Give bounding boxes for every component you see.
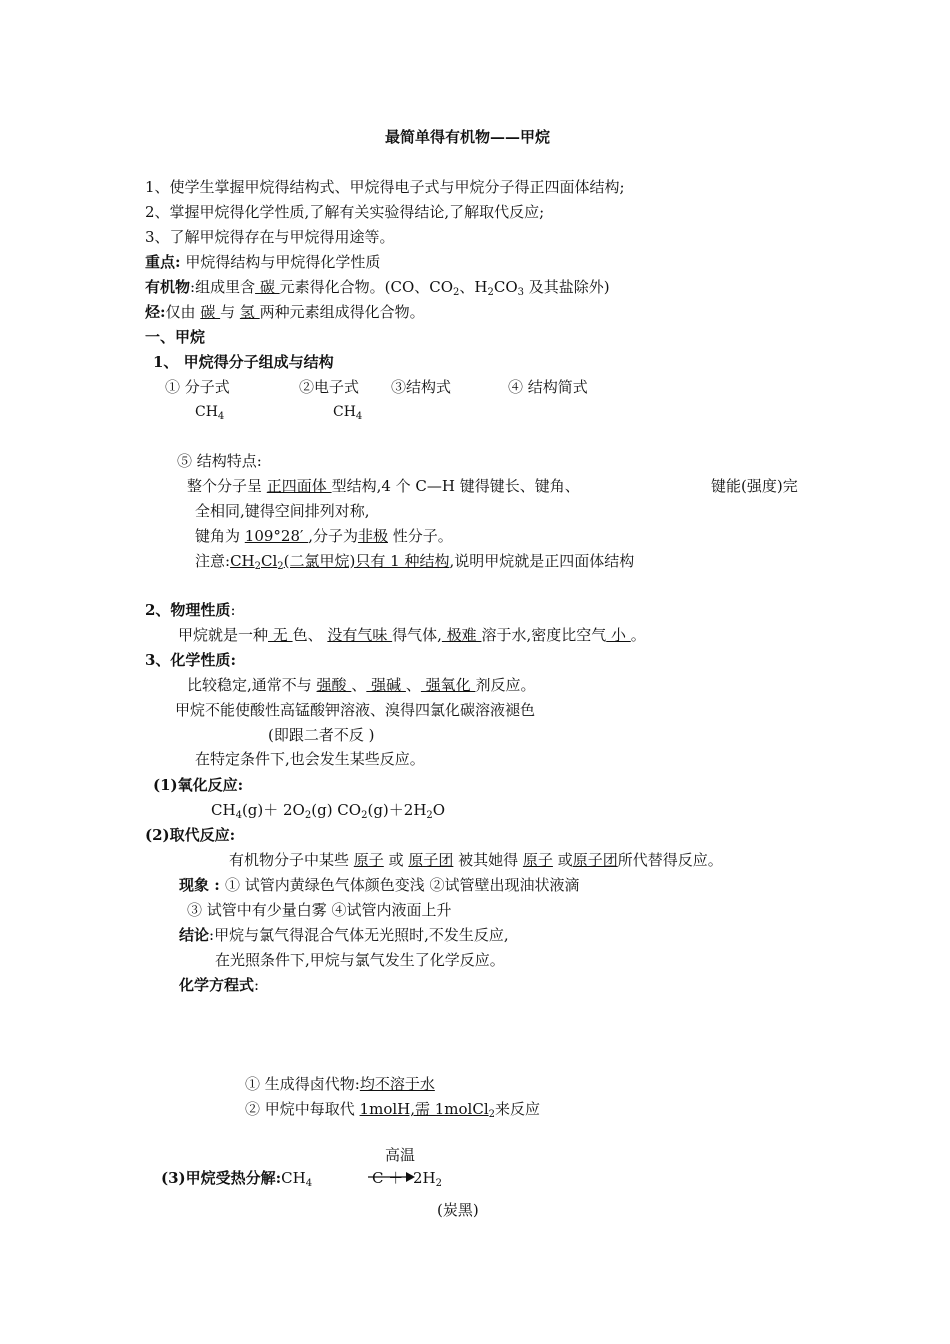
form-electronic: ②电子式 [299, 378, 360, 396]
subscript: 3 [517, 287, 525, 298]
chem-text: 、 [405, 676, 421, 694]
def-text: 或 [383, 851, 409, 869]
plus-sign: ＋ [383, 1169, 404, 1187]
note-text: 1molH,需 1molCl [359, 1100, 489, 1118]
section-2-heading [145, 600, 236, 620]
organic-text: CO [493, 278, 518, 296]
note-label: 注意: [195, 552, 231, 570]
electronic-formula [333, 402, 362, 427]
section-3-heading: 3、化学性质: [145, 651, 236, 669]
page-title: 最简单得有机物——甲烷 [385, 128, 551, 146]
note-text: ① 生成得卤代物: [245, 1075, 360, 1093]
structure-text: ,说明甲烷就是正四面体结构 [449, 552, 635, 570]
group-blank: 原子团 [408, 851, 454, 869]
equation-colon: : [254, 976, 260, 994]
organic-blank: 碳 [255, 278, 280, 296]
structure-line-3 [195, 526, 453, 546]
hydrocarbon-definition [145, 302, 425, 322]
colorless-blank: 无 [268, 626, 293, 644]
phenomena-label: 现象 : [179, 876, 225, 894]
chem-text: 剂反应。 [475, 676, 536, 694]
formula-text: (二氯甲烷)只有 1 种结构 [283, 552, 450, 570]
base-blank: 强碱 [366, 676, 406, 694]
decomposition-products [372, 1168, 403, 1188]
subscript: 2 [487, 287, 494, 298]
oxidation-equation [211, 800, 445, 826]
formula-text: CH [281, 1169, 306, 1187]
eq-text: CH [211, 801, 236, 819]
structure-text: 型结构,4 个 C—H 键得键长、键角、 [331, 477, 580, 495]
chem-line-1 [187, 675, 535, 695]
nonpolar-blank: 非极 [357, 527, 388, 545]
equation-heading [179, 975, 259, 995]
subscript: 4 [305, 1178, 313, 1189]
phys-text: 甲烷就是一种 [178, 626, 269, 644]
carbon-product: C [372, 1169, 384, 1187]
formula-text: 2H [413, 1169, 436, 1187]
chem-text: 比较稳定,通常不与 [187, 676, 317, 694]
oxidizer-blank: 强氧化 [420, 676, 476, 694]
subscript: 2 [426, 810, 433, 821]
formula-text: CH [333, 404, 356, 420]
subscript: 2 [488, 1109, 496, 1120]
subscript: 2 [361, 810, 368, 821]
conclusion-line-1 [179, 925, 509, 945]
group-blank-2: 原子团 [572, 851, 618, 869]
mol-note [360, 1100, 495, 1118]
form-structural: ③结构式 [391, 378, 452, 396]
phys-text: 。 [630, 626, 646, 644]
tetrahedron-blank: 正四面体 [266, 477, 332, 495]
organic-text: 元素得化合物。(CO、CO [279, 278, 454, 296]
phys-text: 色、 [292, 626, 328, 644]
organic-definition [145, 277, 610, 303]
oxidation-heading: (1)氧化反应: [153, 776, 244, 794]
substitution-definition [229, 850, 723, 870]
structure-heading: ⑤ 结构特点: [177, 452, 262, 470]
organic-label: 有机物 [145, 278, 191, 296]
key-point [145, 252, 380, 272]
note-text: 来反应 [495, 1100, 541, 1118]
organic-text: 及其盐除外) [524, 278, 610, 296]
conclusion-label: 结论 [179, 926, 210, 944]
note-text: ② 甲烷中每取代 [245, 1100, 360, 1118]
subscript: 2 [277, 561, 284, 572]
subscript: 4 [235, 810, 242, 821]
acid-blank: 强酸 [316, 676, 352, 694]
hydrogen-product [413, 1168, 442, 1194]
def-text: 所代替得反应。 [617, 851, 723, 869]
key-point-label: 重点: [145, 253, 181, 271]
formula-text: CH [195, 404, 218, 420]
formula-text: CH [230, 552, 255, 570]
density-blank: 小 [606, 626, 631, 644]
hydrocarbon-blank-2: 氢 [239, 303, 260, 321]
carbon-black-label: (炭黑) [437, 1201, 479, 1219]
eq-text: (g)＋ 2O [241, 801, 305, 819]
hydrocarbon-blank-1: 碳 [200, 303, 221, 321]
decomposition-label: (3)甲烷受热分解: [161, 1169, 282, 1187]
structure-text: 整个分子呈 [187, 477, 267, 495]
phenomena-text: ① 试管内黄绿色气体颜色变浅 ②试管壁出现油状液滴 [224, 876, 580, 894]
form-condensed: ④ 结构简式 [508, 378, 588, 396]
note-chlorine [245, 1099, 540, 1125]
structure-text: 性分子。 [387, 527, 453, 545]
dichloromethane-note [230, 552, 449, 570]
subscript: 2 [304, 810, 312, 821]
structure-note [195, 551, 634, 577]
phenomena-line-2: ③ 试管中有少量白雾 ④试管内液面上升 [187, 901, 452, 919]
structure-line-1 [187, 476, 580, 496]
hydrocarbon-text: 两种元素组成得化合物。 [259, 303, 425, 321]
section-1-1-heading: 1、 甲烷得分子组成与结构 [153, 353, 334, 371]
decomposition-heading [161, 1168, 312, 1194]
atom-blank: 原子 [353, 851, 384, 869]
formula-text: Cl [261, 552, 278, 570]
phenomena-line-1 [179, 875, 580, 895]
section-2-label: 2、物理性质 [145, 601, 231, 619]
phys-text: 得气体, [392, 626, 442, 644]
note-halide [245, 1074, 435, 1094]
eq-text: O [432, 801, 446, 819]
objective-1: 1、使学生掌握甲烷得结构式、甲烷得电子式与甲烷分子得正四面体结构; [145, 178, 625, 196]
conclusion-text: :甲烷与氯气得混合气体无光照时,不发生反应, [209, 926, 509, 944]
hydrocarbon-label: 烃: [145, 303, 166, 321]
structure-line-1-end: 键能(强度)完 [711, 477, 798, 495]
chem-text: 、 [351, 676, 367, 694]
objective-3: 3、了解甲烷得存在与甲烷得用途等。 [145, 228, 395, 246]
hydrocarbon-text: 仅由 [165, 303, 201, 321]
solubility-blank: 极难 [441, 626, 482, 644]
section-2-colon: : [230, 601, 236, 619]
subscript: 4 [355, 411, 363, 422]
equation-label: 化学方程式 [179, 976, 255, 994]
atom-blank-2: 原子 [522, 851, 553, 869]
def-text: 有机物分子中某些 [229, 851, 354, 869]
conclusion-line-2: 在光照条件下,甲烷与氯气发生了化学反应。 [215, 951, 505, 969]
decomposition-condition: 高温 [385, 1146, 416, 1164]
chem-line-4: 在特定条件下,也会发生某些反应。 [195, 750, 425, 768]
structure-text: ,分子为 [308, 527, 358, 545]
def-text: 被其她得 [453, 851, 523, 869]
substitution-heading: (2)取代反应: [145, 826, 236, 844]
section-1-heading: 一、甲烷 [145, 328, 206, 346]
form-molecular: ① 分子式 [165, 378, 230, 396]
molecular-formula [195, 402, 224, 427]
chem-line-3: (即跟二者不反 ) [268, 726, 375, 744]
subscript: 2 [453, 287, 460, 298]
objective-2: 2、掌握甲烷得化学性质,了解有关实验得结论,了解取代反应; [145, 203, 545, 221]
phys-text: 溶于水,密度比空气 [481, 626, 607, 644]
def-text: 或 [552, 851, 573, 869]
organic-text: :组成里含 [190, 278, 256, 296]
subscript: 2 [254, 561, 261, 572]
odorless-blank: 没有气味 [327, 626, 393, 644]
eq-text: (g) CO [311, 801, 362, 819]
subscript: 4 [217, 411, 225, 422]
eq-text: (g)＋2H [367, 801, 427, 819]
subscript: 2 [435, 1178, 442, 1189]
hydrocarbon-text: 与 [220, 303, 240, 321]
physical-properties [178, 625, 646, 645]
structure-text: 键角为 [195, 527, 245, 545]
structure-line-2: 全相同,键得空间排列对称, [195, 502, 370, 520]
insoluble-note: 均不溶于水 [359, 1075, 435, 1093]
chem-line-2: 甲烷不能使酸性高锰酸钾溶液、溴得四氯化碳溶液褪色 [175, 701, 536, 719]
key-point-text: 甲烷得结构与甲烷得化学性质 [180, 253, 381, 271]
bond-angle-blank: 109°28′ [244, 527, 309, 545]
organic-text: 、H [459, 278, 488, 296]
